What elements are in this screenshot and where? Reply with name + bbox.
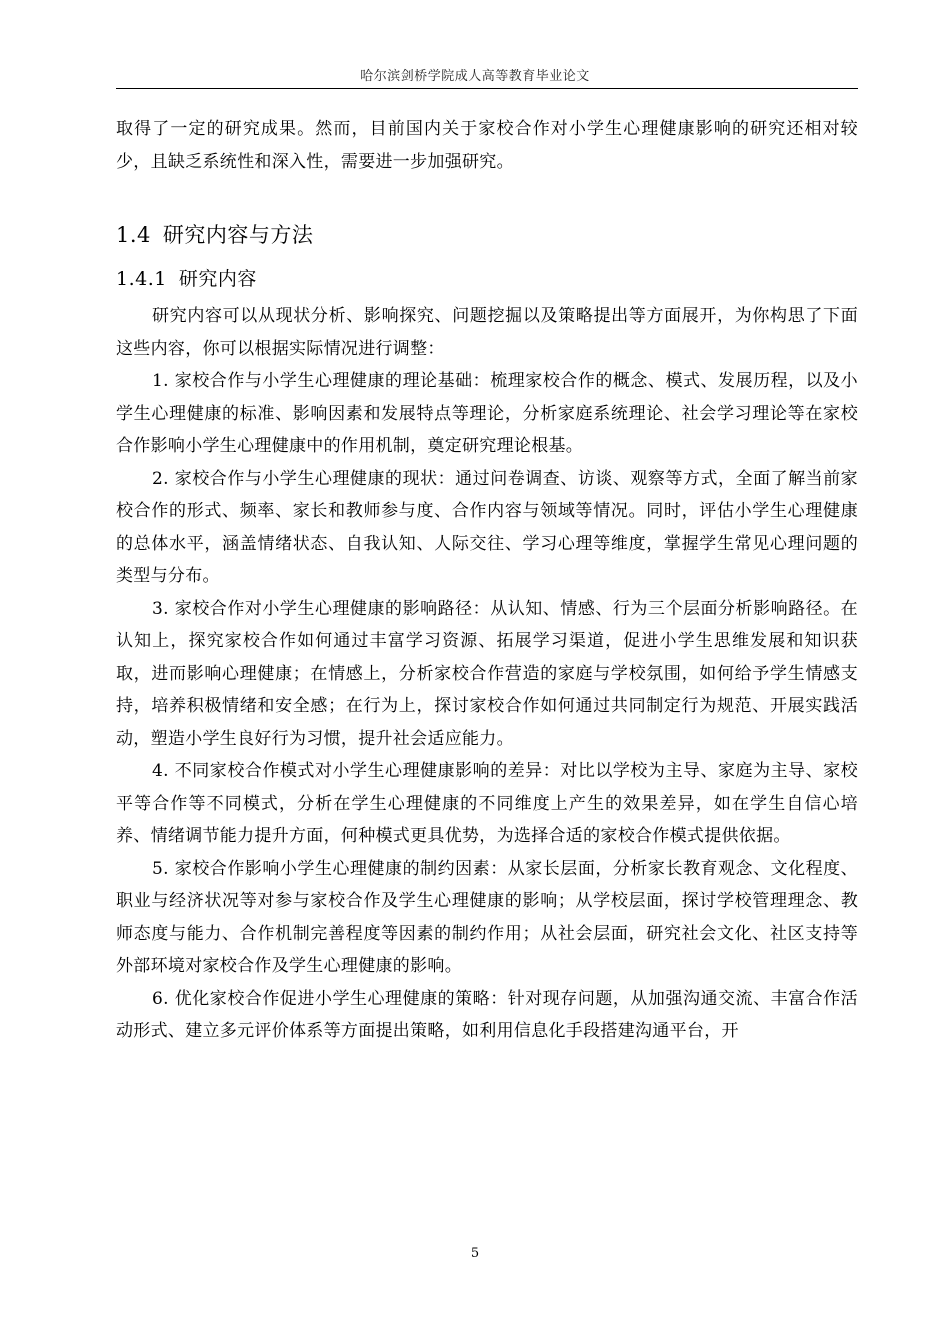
list-item-1: 1. 家校合作与小学生心理健康的理论基础：梳理家校合作的概念、模式、发展历程，以及小学生心理健康的标准、影响因素和发展特点等理论，分析家庭系统理论、社会学习理论等在家校合作影响小学生心理健康中的作用机制，奠定研究理论根基。 <box>116 371 858 456</box>
list-item-5: 5. 家校合作影响小学生心理健康的制约因素：从家长层面，分析家长教育观念、文化程度、职业与经济状况等对参与家校合作及学生心理健康的影响；从学校层面，探讨学校管理理念、教师态度与能力、合作机制完善程度等因素的制约作用；从社会层面，研究社会文化、社区支持等外部环境对家校合作及学生心理健康的影响。 <box>116 858 858 976</box>
header-rule <box>116 88 858 89</box>
page-content <box>116 113 858 1048</box>
list-item-3: 3. 家校合作对小学生心理健康的影响路径：从认知、情感、行为三个层面分析影响路径。在认知上，探究家校合作如何通过丰富学习资源、拓展学习渠道，促进小学生思维发展和知识获取，进而影响心理健康；在情感上，分析家校合作营造的家庭与学校氛围，如何给予学生情感支持，培养积极情绪和安全感；在行为上，探讨家校合作如何通过共同制定行为规范、开展实践活动，塑造小学生良好行为习惯，提升社会适应能力。 <box>116 598 858 749</box>
running-header: 哈尔滨剑桥学院成人高等教育毕业论文 <box>360 69 590 84</box>
list-item-4: 4. 不同家校合作模式对小学生心理健康影响的差异：对比以学校为主导、家庭为主导、家校平等合作等不同模式，分析在学生心理健康的不同维度上产生的效果差异，如在学生自信心培养、情绪调节能力提升方面，何种模式更具优势，为选择合适的家校合作模式提供依据。 <box>116 761 858 846</box>
paragraph-lead: 研究内容可以从现状分析、影响探究、问题挖掘以及策略提出等方面展开，为你构思了下面这些内容，你可以根据实际情况进行调整： <box>116 306 858 359</box>
list-item-6: 6. 优化家校合作促进小学生心理健康的策略：针对现存问题，从加强沟通交流、丰富合作活动形式、建立多元评价体系等方面提出策略，如利用信息化手段搭建沟通平台，开 <box>116 988 858 1041</box>
intro-paragraph: 取得了一定的研究成果。然而，目前国内关于家校合作对小学生心理健康影响的研究还相对较少，且缺乏系统性和深入性，需要进一步加强研究。 <box>116 119 858 172</box>
section-heading <box>116 218 858 252</box>
subsection-title: 研究内容 <box>178 268 257 290</box>
subsection-heading <box>116 262 858 296</box>
subsection-number: 1.4.1 <box>116 268 167 290</box>
page-number: 5 <box>470 1246 480 1261</box>
list-item-2: 2. 家校合作与小学生心理健康的现状：通过问卷调查、访谈、观察等方式，全面了解当前家校合作的形式、频率、家长和教师参与度、合作内容与领域等情况。同时，评估小学生心理健康的总体水平，涵盖情绪状态、自我认知、人际交往、学习心理等维度，掌握学生常见心理问题的类型与分布。 <box>116 468 858 586</box>
section-number: 1.4 <box>116 223 151 247</box>
section-title: 研究内容与方法 <box>162 223 314 247</box>
